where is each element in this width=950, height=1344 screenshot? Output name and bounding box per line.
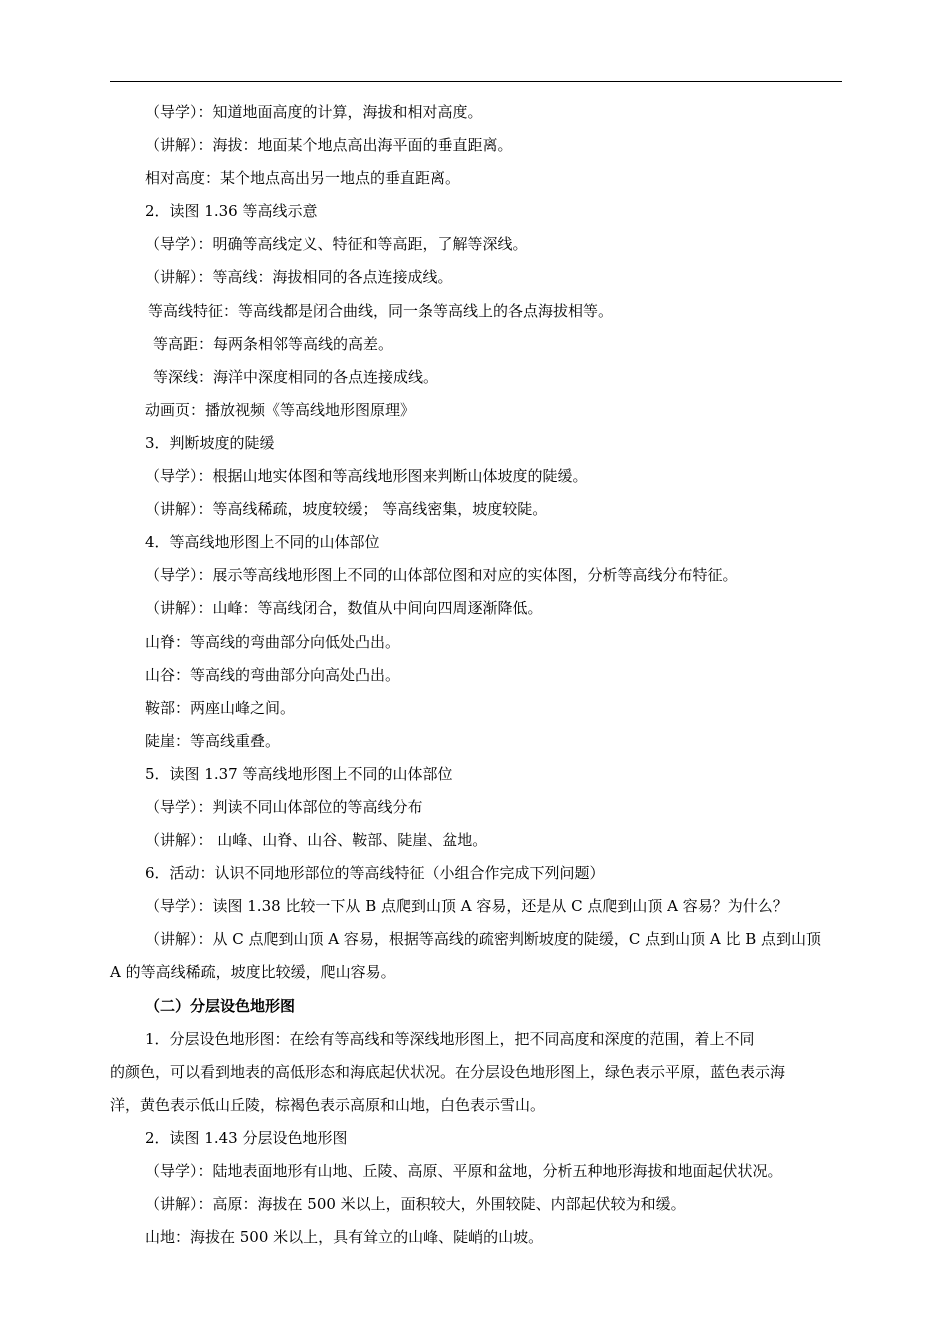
text-line: 4．等高线地形图上不同的山体部位 bbox=[145, 533, 380, 552]
text-line: 3．判断坡度的陡缓 bbox=[145, 433, 275, 452]
text-line: 6．活动：认识不同地形部位的等高线特征（小组合作完成下列问题） bbox=[145, 864, 605, 883]
text-line: （导学）：陆地表面地形有山地、丘陵、高原、平原和盆地，分析五种地形海拔和地面起伏状况。 bbox=[145, 1162, 783, 1180]
text-line: 5．读图 1.37 等高线地形图上不同的山体部位 bbox=[145, 764, 453, 783]
text-line: 等高距：每两条相邻等高线的高差。 bbox=[153, 334, 394, 353]
text-line: 洋，黄色表示低山丘陵，棕褐色表示高原和山地，白色表示雪山。 bbox=[110, 1095, 546, 1114]
text-line: （讲解）：海拔：地面某个地点高出海平面的垂直距离。 bbox=[145, 136, 513, 155]
text-line: （导学）：判读不同山体部位的等高线分布 bbox=[145, 797, 423, 816]
text-line: （讲解）：等高线稀疏，坡度较缓； 等高线密集，坡度较陡。 bbox=[145, 500, 548, 519]
text-line: （讲解）：高原：海拔在 500 米以上，面积较大，外围较陡、内部起伏较为和缓。 bbox=[145, 1195, 686, 1214]
text-line: 山谷：等高线的弯曲部分向高处凸出。 bbox=[145, 665, 401, 684]
text-line: 山地：海拔在 500 米以上，具有耸立的山峰、陡峭的山坡。 bbox=[145, 1228, 544, 1247]
text-line: 的颜色，可以看到地表的高低形态和海底起伏状况。在分层设色地形图上，绿色表示平原，蓝色表示海 bbox=[110, 1062, 786, 1081]
text-line: （导学）：展示等高线地形图上不同的山体部位图和对应的实体图，分析等高线分布特征。 bbox=[145, 566, 738, 585]
text-line: 等深线：海洋中深度相同的各点连接成线。 bbox=[153, 367, 439, 386]
text-line: 1．分层设色地形图：在绘有等高线和等深线地形图上，把不同高度和深度的范围，着上不同 bbox=[145, 1029, 755, 1048]
text-line: （导学）：根据山地实体图和等高线地形图来判断山体坡度的陡缓。 bbox=[145, 467, 588, 486]
text-line: （导学）：明确等高线定义、特征和等高距，了解等深线。 bbox=[145, 235, 528, 254]
text-line: （导学）：读图 1.38 比较一下从 B 点爬到山顶 A 容易，还是从 C 点爬到山顶 A 容易？为什么？ bbox=[145, 897, 788, 916]
section-heading: （二）分层设色地形图 bbox=[145, 996, 296, 1015]
text-line: （讲解）：从 C 点爬到山顶 A 容易，根据等高线的疏密判断坡度的陡缓，C 点到山顶 A 比 B 点到山顶 bbox=[145, 930, 822, 949]
text-line: 动画页：播放视频《等高线地形图原理》 bbox=[145, 400, 416, 419]
text-line: 等高线特征：等高线都是闭合曲线，同一条等高线上的各点海拔相等。 bbox=[148, 301, 614, 320]
text-line: 2．读图 1.43 分层设色地形图 bbox=[145, 1128, 348, 1147]
text-line: 相对高度：某个地点高出另一地点的垂直距离。 bbox=[145, 169, 461, 188]
text-line: 陡崖：等高线重叠。 bbox=[145, 731, 281, 750]
header-rule bbox=[110, 81, 842, 82]
text-line: 山脊：等高线的弯曲部分向低处凸出。 bbox=[145, 632, 401, 651]
document-body bbox=[110, 96, 842, 1254]
text-line: （讲解）：等高线：海拔相同的各点连接成线。 bbox=[145, 268, 453, 287]
text-line: 鞍部：两座山峰之间。 bbox=[145, 698, 296, 717]
text-line: 2．读图 1.36 等高线示意 bbox=[145, 202, 318, 221]
text-line: （讲解）： 山峰、山脊、山谷、鞍部、陡崖、盆地。 bbox=[145, 831, 488, 850]
text-line: （导学）：知道地面高度的计算，海拔和相对高度。 bbox=[145, 103, 483, 121]
text-line: （讲解）：山峰：等高线闭合，数值从中间向四周逐渐降低。 bbox=[145, 599, 543, 618]
text-line: A 的等高线稀疏，坡度比较缓，爬山容易。 bbox=[110, 963, 396, 982]
